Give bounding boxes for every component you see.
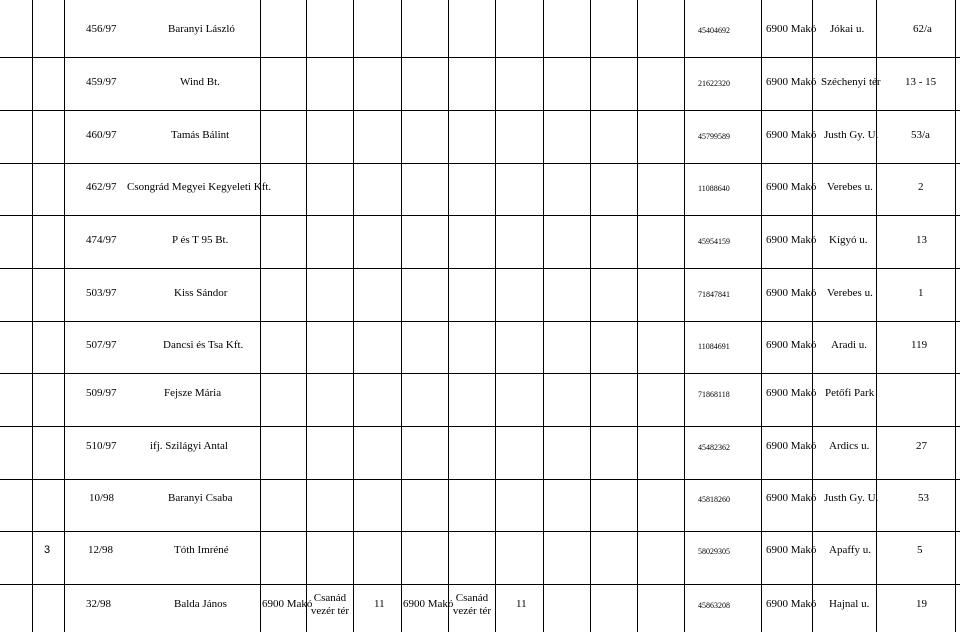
record-street: Petőfi Park xyxy=(825,387,875,399)
record-house-number: 13 xyxy=(916,234,927,246)
column-divider xyxy=(812,0,813,632)
record-name: Fejsze Mária xyxy=(164,387,222,399)
column-divider xyxy=(32,0,33,632)
record-house-number: 53 xyxy=(918,492,929,504)
column-divider xyxy=(353,0,354,632)
record-tax-number: 45799589 xyxy=(698,132,730,141)
record-tax-number: 21622320 xyxy=(698,79,730,88)
record-street: Justh Gy. U. xyxy=(824,129,879,141)
record-street: Ardics u. xyxy=(829,440,870,452)
record-city: 6900 Makó xyxy=(766,23,817,35)
record-city: 6900 Makó xyxy=(766,181,817,193)
row-divider xyxy=(0,373,960,374)
record-name: Balda János xyxy=(174,598,227,610)
column-divider xyxy=(448,0,449,632)
record-street: Hajnal u. xyxy=(829,598,870,610)
column-divider xyxy=(876,0,877,632)
column-divider xyxy=(955,0,956,632)
record-number-alt: 11 xyxy=(374,598,385,610)
column-divider xyxy=(590,0,591,632)
record-city-alt: 6900 Makó xyxy=(262,598,313,610)
record-id: 459/97 xyxy=(86,76,117,88)
row-divider xyxy=(0,531,960,532)
record-city: 6900 Makó xyxy=(766,339,817,351)
row-divider xyxy=(0,479,960,480)
column-divider xyxy=(495,0,496,632)
record-city: 6900 Makó xyxy=(766,440,817,452)
record-house-number: 19 xyxy=(916,598,927,610)
record-city: 6900 Makó xyxy=(766,492,817,504)
record-house-number: 1 xyxy=(918,287,924,299)
record-id: 460/97 xyxy=(86,129,117,141)
record-city: 6900 Makó xyxy=(766,544,817,556)
record-id: 32/98 xyxy=(86,598,112,610)
record-name: ifj. Szilágyi Antal xyxy=(150,440,228,452)
record-tax-number: 71868118 xyxy=(698,390,730,399)
record-tax-number: 11088640 xyxy=(698,184,730,193)
record-name: P és T 95 Bt. xyxy=(172,234,229,246)
row-divider xyxy=(0,215,960,216)
record-house-number: 119 xyxy=(911,339,928,351)
record-house-number: 2 xyxy=(918,181,924,193)
record-city: 6900 Makó xyxy=(766,129,817,141)
column-divider xyxy=(684,0,685,632)
row-divider xyxy=(0,268,960,269)
record-tax-number: 45482362 xyxy=(698,443,730,452)
record-name: Dancsi és Tsa Kft. xyxy=(163,339,244,351)
record-name: Tamás Bálint xyxy=(171,129,230,141)
row-divider xyxy=(0,426,960,427)
record-tax-number: 71847841 xyxy=(698,290,730,299)
row-divider xyxy=(0,57,960,58)
record-street: Verebes u. xyxy=(827,181,873,193)
record-id: 474/97 xyxy=(86,234,117,246)
record-house-number: 53/a xyxy=(911,129,930,141)
record-street: Kígyó u. xyxy=(829,234,868,246)
record-tax-number: 45818260 xyxy=(698,495,730,504)
column-divider xyxy=(64,0,65,632)
record-city: 6900 Makó xyxy=(766,598,817,610)
record-city: 6900 Makó xyxy=(766,234,817,246)
record-id: 10/98 xyxy=(89,492,115,504)
record-number-alt: 11 xyxy=(516,598,527,610)
record-street: Aradi u. xyxy=(831,339,868,351)
record-name: Baranyi László xyxy=(168,23,235,35)
record-id: 462/97 xyxy=(86,181,117,193)
column-divider xyxy=(543,0,544,632)
record-house-number: 5 xyxy=(917,544,923,556)
record-street: Apaffy u. xyxy=(829,544,871,556)
record-city-alt: 6900 Makó xyxy=(403,598,454,610)
record-name: Baranyi Csaba xyxy=(168,492,233,504)
record-street: Verebes u. xyxy=(827,287,873,299)
record-id: 503/97 xyxy=(86,287,117,299)
column-divider xyxy=(260,0,261,632)
column-divider xyxy=(761,0,762,632)
record-city: 6900 Makó xyxy=(766,76,817,88)
record-id: 12/98 xyxy=(88,544,114,556)
record-house-number: 62/a xyxy=(913,23,932,35)
row-marker: 3 xyxy=(44,544,51,556)
record-name: Kiss Sándor xyxy=(174,287,228,299)
record-id: 507/97 xyxy=(86,339,117,351)
record-id: 509/97 xyxy=(86,387,117,399)
record-street: Széchenyi tér xyxy=(821,76,881,88)
row-divider xyxy=(0,110,960,111)
record-street: Jókai u. xyxy=(830,23,865,35)
row-divider xyxy=(0,321,960,322)
record-name: Tóth Imréné xyxy=(174,544,229,556)
record-name: Csongrád Megyei Kegyeleti Kft. xyxy=(127,181,272,193)
record-id: 510/97 xyxy=(86,440,117,452)
column-divider xyxy=(401,0,402,632)
column-divider xyxy=(637,0,638,632)
record-street-alt: Csanád vezér tér xyxy=(310,592,350,617)
record-tax-number: 45954159 xyxy=(698,237,730,246)
record-tax-number: 58029305 xyxy=(698,547,730,556)
record-id: 456/97 xyxy=(86,23,117,35)
row-divider xyxy=(0,163,960,164)
record-city: 6900 Makó xyxy=(766,387,817,399)
record-city: 6900 Makó xyxy=(766,287,817,299)
record-house-number: 27 xyxy=(916,440,927,452)
record-tax-number: 45404692 xyxy=(698,26,730,35)
record-street: Justh Gy. U. xyxy=(824,492,879,504)
record-house-number: 13 - 15 xyxy=(905,76,937,88)
record-tax-number: 45863208 xyxy=(698,601,730,610)
record-name: Wind Bt. xyxy=(180,76,220,88)
record-tax-number: 11084691 xyxy=(698,342,730,351)
column-divider xyxy=(306,0,307,632)
row-divider xyxy=(0,584,960,585)
record-street-alt: Csanád vezér tér xyxy=(452,592,492,617)
